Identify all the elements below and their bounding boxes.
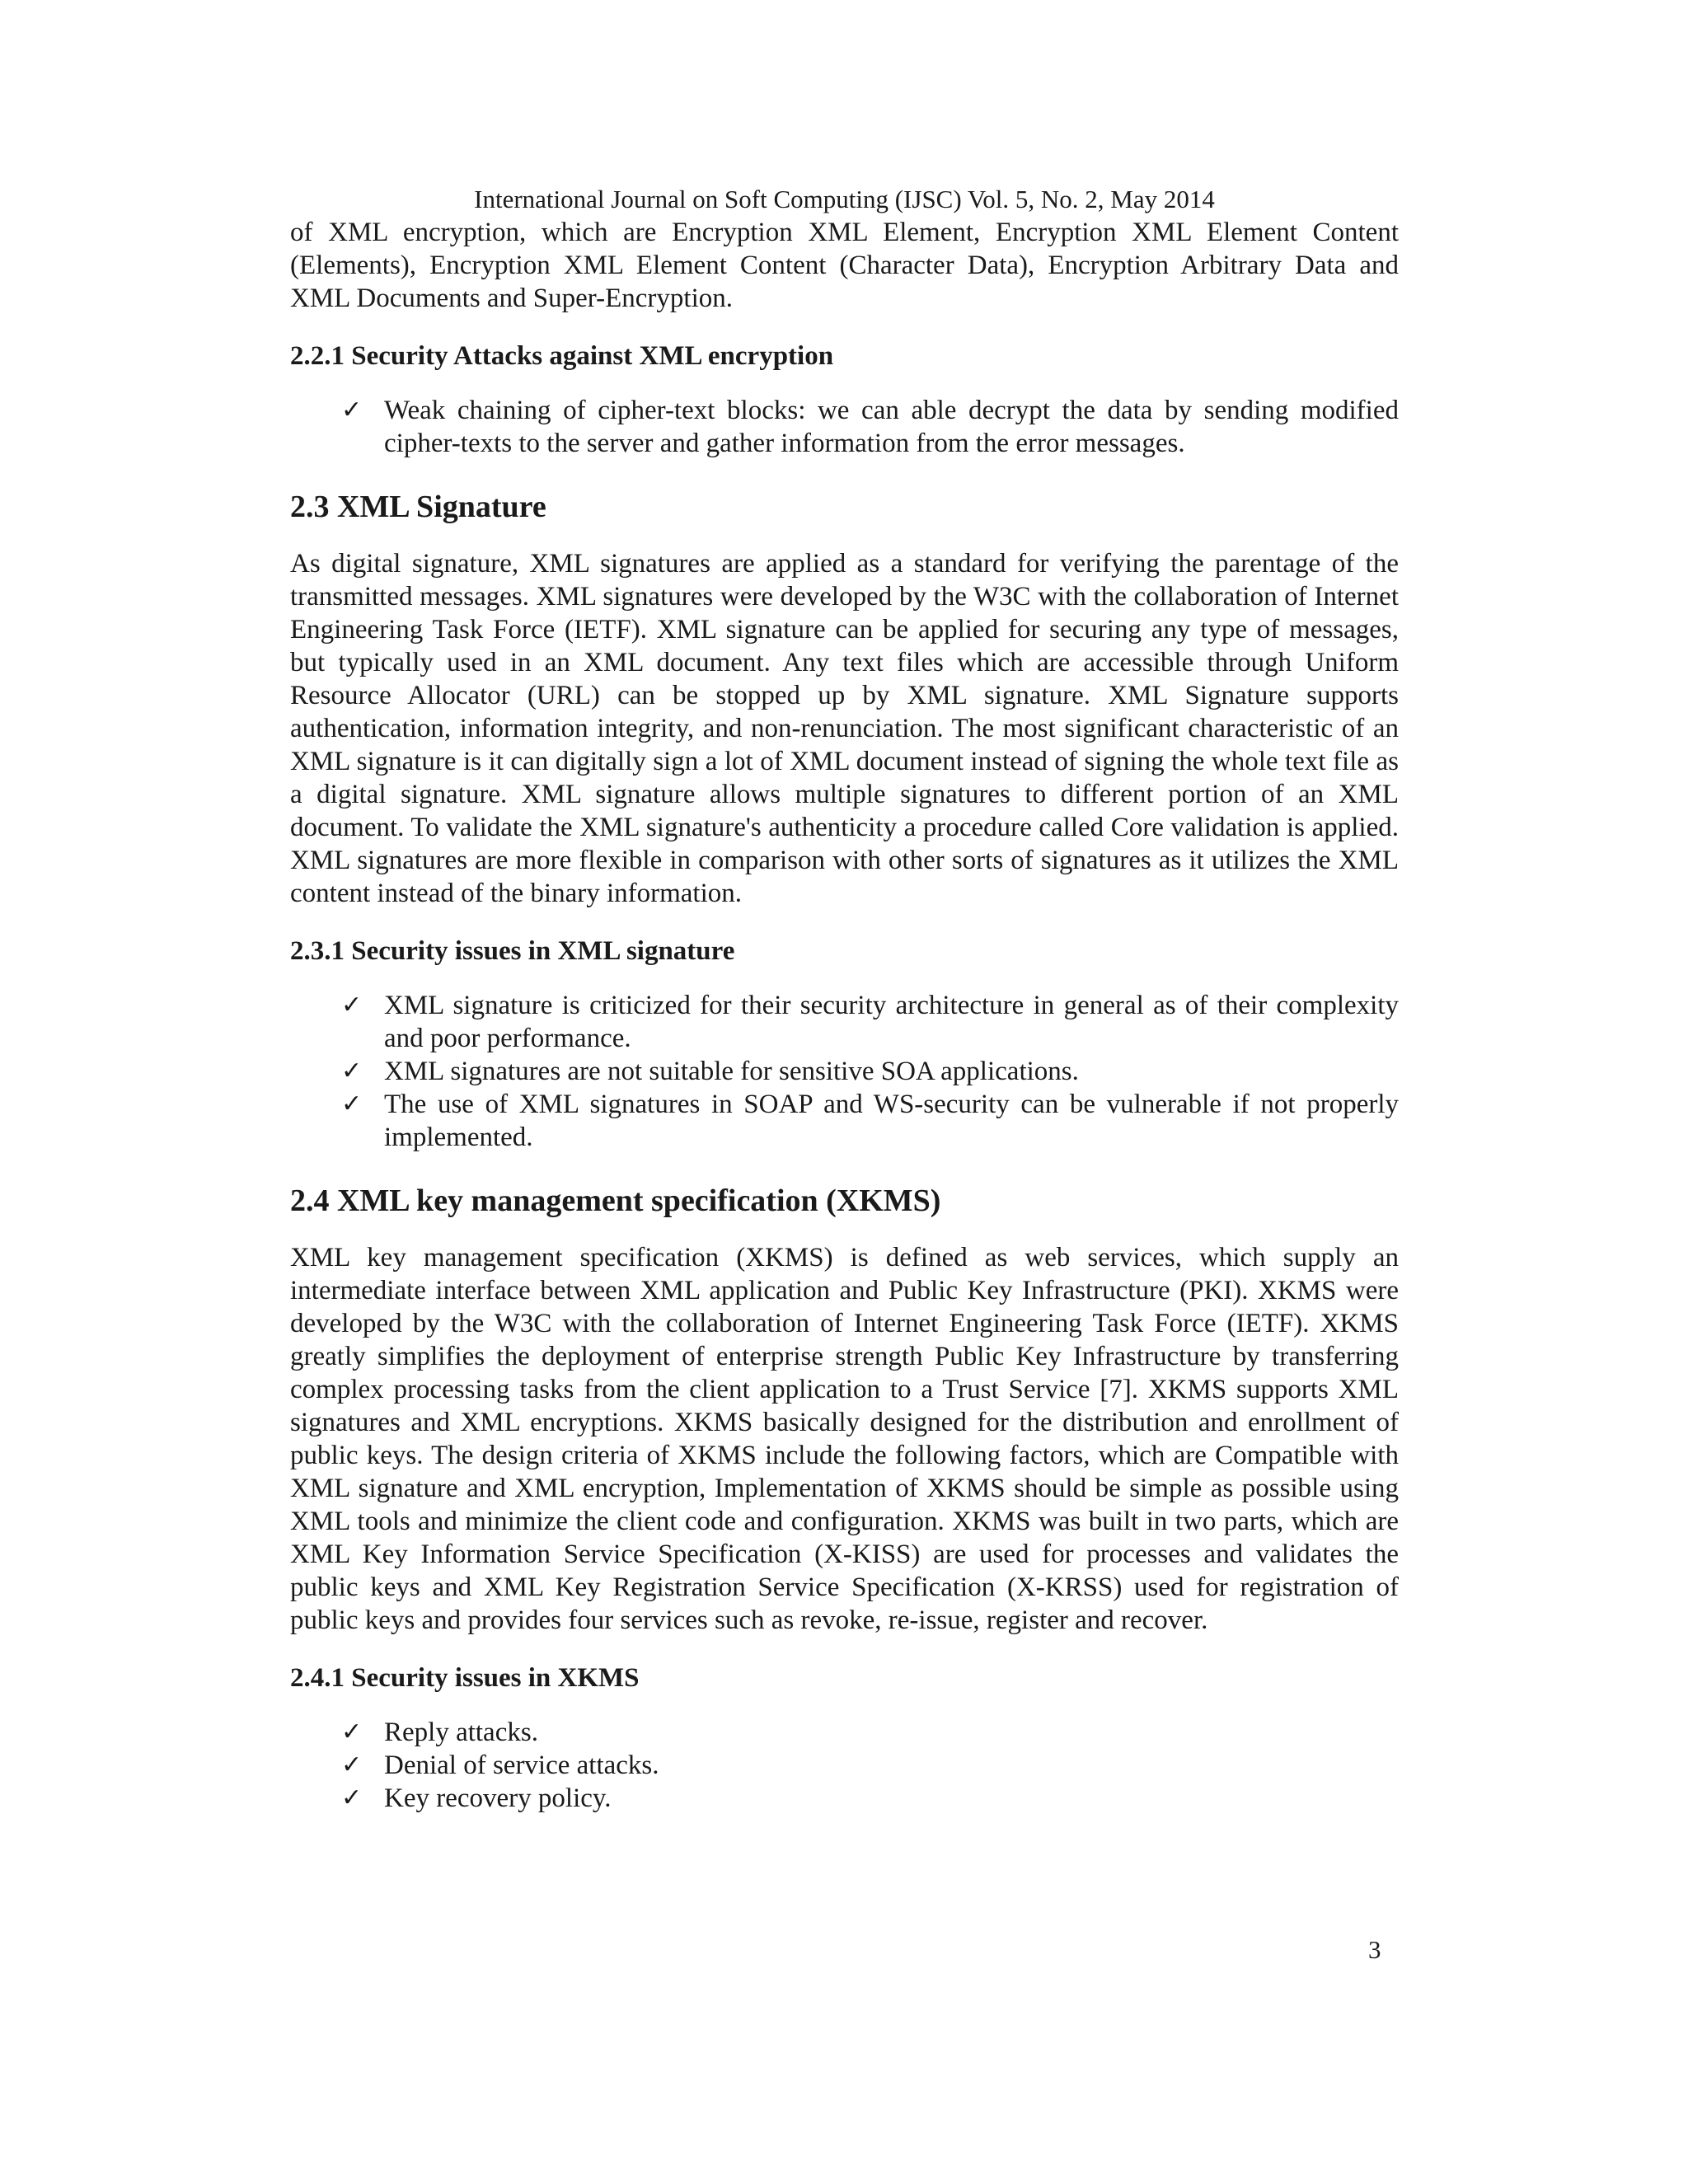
heading-2-4-1: 2.4.1 Security issues in XKMS (290, 1663, 640, 1693)
paragraph-2-4: XML key management specification (XKMS) is defined as web services, which supply an intermediate interface between XML application and Public Key Infrastructure (PKI). XKMS were developed by the W3C with the collaboration of Internet Engineering Task Force (IETF). XKMS greatly simplifies the deployment of enterprise strength Public Key Infrastructure by transferring complex processing tasks from the client application to a Trust Service [7]. XKMS supports XML signatures and XML encryptions. XKMS basically designed for the distribution and enrollment of public keys. The design criteria of XKMS include the following factors, which are Compatible with XML signature and XML encryption, Implementation of XKMS should be simple as possible using XML tools and minimize the client code and configuration. XKMS was built in two parts, which are XML Key Information Service Specification (X-KISS) are used for processes and validates the public keys and XML Key Registration Service Specification (X-KRSS) used for registration of public keys and provides four services such as revoke, re-issue, register and recover. (290, 1243, 1399, 1635)
page-content (290, 183, 1399, 1815)
running-header: International Journal on Soft Computing (IJSC) Vol. 5, No. 2, May 2014 (474, 185, 1215, 213)
list-item: ✓ Weak chaining of cipher-text blocks: we can able decrypt the data by sending modified cipher-texts to the server and gather information from the error messages. (341, 396, 1399, 458)
list-item: ✓ XML signature is criticized for their security architecture in general as of their complexity and poor performance. (341, 991, 1399, 1053)
list-item: ✓ Key recovery policy. (341, 1783, 612, 1813)
page-number: 3 (1368, 1935, 1381, 1964)
checkmark-icon: ✓ (341, 396, 363, 424)
checklist-2-3-1 (290, 989, 1399, 1154)
checkmark-icon: ✓ (341, 991, 363, 1019)
checklist-2-4-1 (290, 1716, 1399, 1815)
list-item: ✓ Reply attacks. (341, 1718, 538, 1747)
list-item: ✓ Denial of service attacks. (341, 1750, 659, 1780)
heading-2-2-1: 2.2.1 Security Attacks against XML encryption (290, 341, 834, 371)
checklist-2-2-1 (290, 394, 1399, 460)
list-item: ✓ The use of XML signatures in SOAP and WS-security can be vulnerable if not properly implemented. (341, 1090, 1399, 1152)
checkmark-icon: ✓ (341, 1783, 363, 1812)
list-item: ✓ XML signatures are not suitable for sensitive SOA applications. (341, 1057, 1079, 1086)
checkmark-icon: ✓ (341, 1090, 363, 1118)
paragraph-2-3: As digital signature, XML signatures are applied as a standard for verifying the parentage of the transmitted messages. XML signatures were developed by the W3C with the collaboration of Internet Engineering Task Force (IETF). XML signature can be applied for securing any type of messages, but typically used in an XML document. Any text files which are accessible through Uniform Resource Allocator (URL) can be stopped up by XML signature. XML Signature supports authentication, information integrity, and non-renunciation. The most significant characteristic of an XML signature is it can digitally sign a lot of XML document instead of signing the whole text file as a digital signature. XML signature allows multiple signatures to different portion of an XML document. To validate the XML signature's authenticity a procedure called Core validation is applied. XML signatures are more flexible in comparison with other sorts of signatures as it utilizes the XML content instead of the binary information. (290, 549, 1399, 908)
checkmark-icon: ✓ (341, 1718, 363, 1746)
heading-2-4: 2.4 XML key management specification (XKMS) (290, 1183, 941, 1218)
checkmark-icon: ✓ (341, 1057, 363, 1085)
heading-2-3: 2.3 XML Signature (290, 490, 546, 524)
intro-paragraph: of XML encryption, which are Encryption XML Element, Encryption XML Element Content (Elements), Encryption XML Element Content (Character Data), Encryption Arbitrary Data and XML Documents and Super-Encryption. (290, 218, 1399, 313)
checkmark-icon: ✓ (341, 1750, 363, 1779)
heading-2-3-1: 2.3.1 Security issues in XML signature (290, 936, 735, 966)
